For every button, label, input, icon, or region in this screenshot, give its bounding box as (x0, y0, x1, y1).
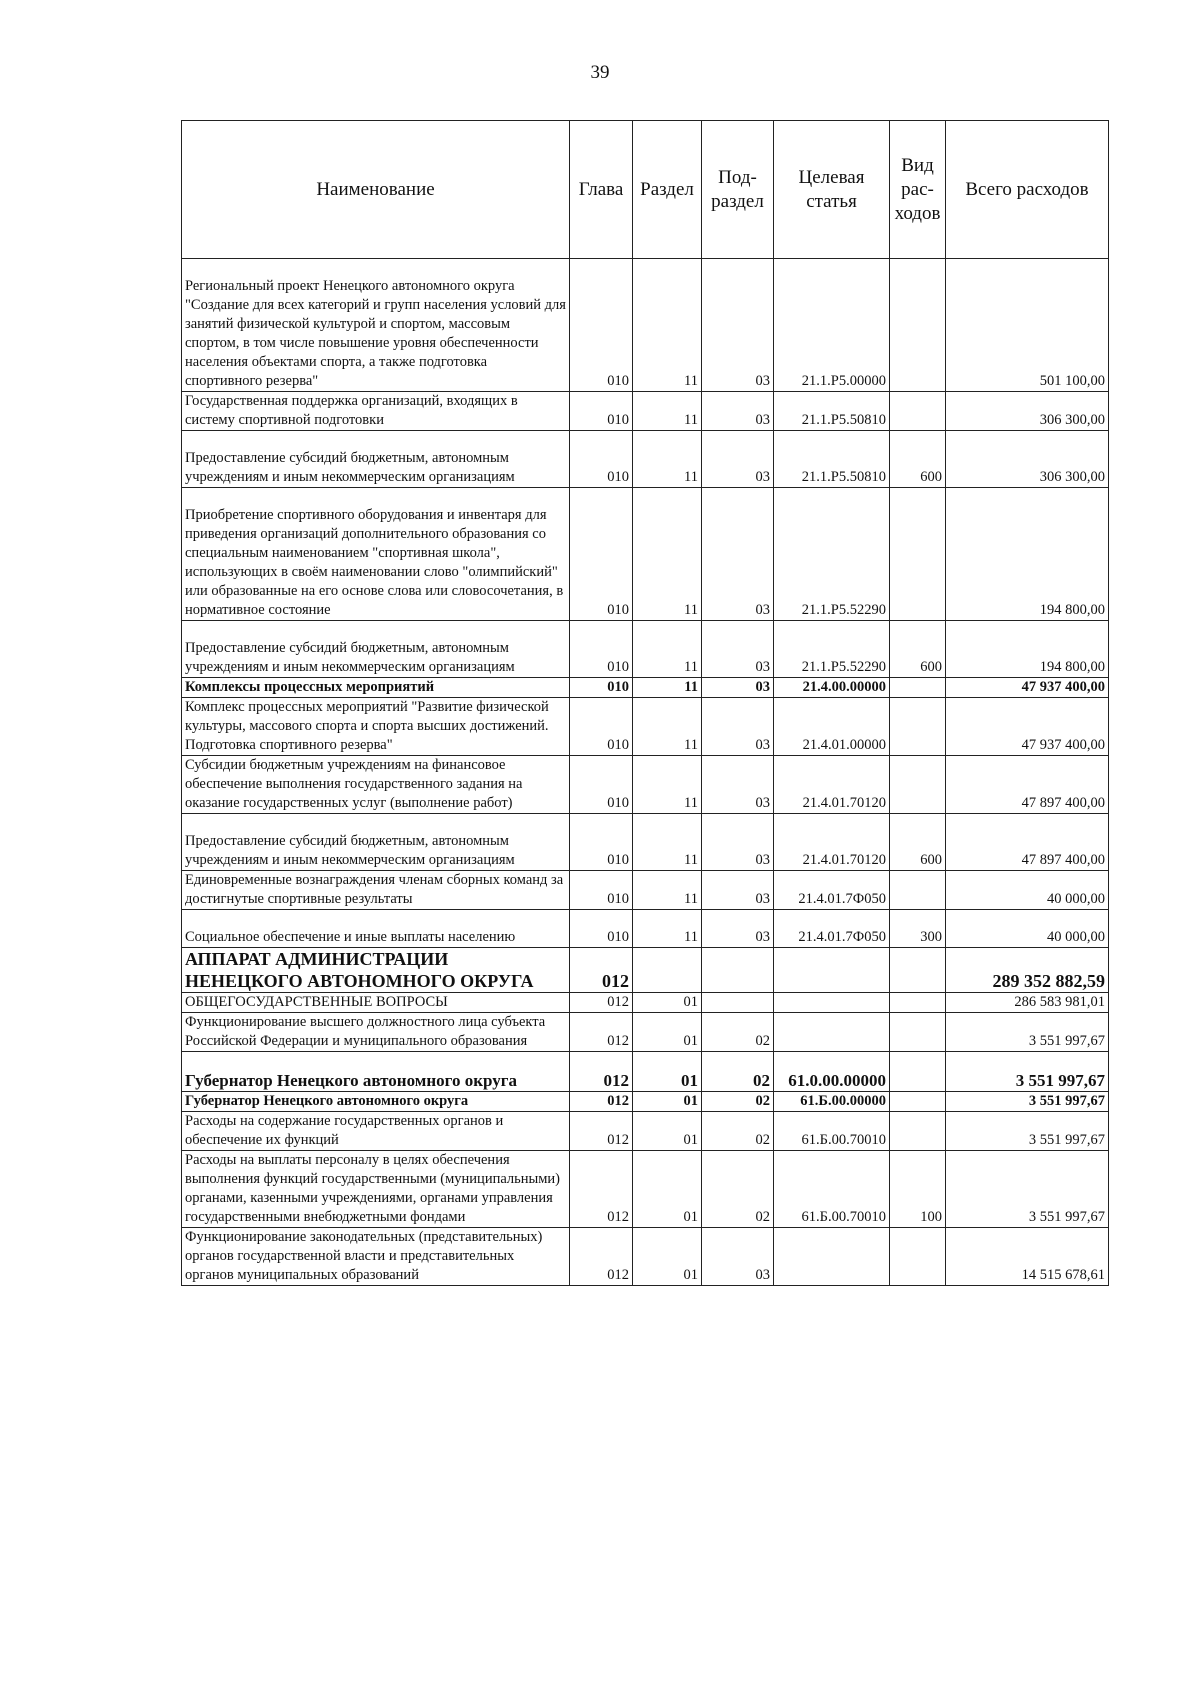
row-podrazdel (702, 993, 774, 1013)
row-tselevaya-statya: 21.4.01.00000 (774, 698, 890, 756)
row-vid-raskhodov (890, 756, 946, 814)
row-glava: 012 (570, 948, 633, 993)
row-vid-raskhodov: 600 (890, 814, 946, 871)
row-total: 3 551 997,67 (946, 1052, 1109, 1092)
row-razdel: 11 (633, 678, 702, 698)
row-razdel: 01 (633, 1013, 702, 1052)
row-glava: 010 (570, 756, 633, 814)
row-total: 306 300,00 (946, 392, 1109, 431)
row-glava: 012 (570, 1228, 633, 1286)
row-razdel: 01 (633, 1052, 702, 1092)
table-row (182, 1151, 1109, 1228)
row-razdel: 01 (633, 1112, 702, 1151)
header-vid-raskhodov: Вид рас- ходов (890, 121, 946, 259)
row-total: 306 300,00 (946, 431, 1109, 488)
row-podrazdel: 03 (702, 431, 774, 488)
row-tselevaya-statya: 21.1.P5.50810 (774, 392, 890, 431)
row-vid-raskhodov (890, 1013, 946, 1052)
row-vid-raskhodov (890, 678, 946, 698)
row-tselevaya-statya: 61.Б.00.70010 (774, 1112, 890, 1151)
row-tselevaya-statya: 21.1.P5.52290 (774, 621, 890, 678)
row-podrazdel (702, 948, 774, 993)
row-vid-raskhodov (890, 871, 946, 910)
row-tselevaya-statya: 21.1.P5.52290 (774, 488, 890, 621)
row-total: 14 515 678,61 (946, 1228, 1109, 1286)
row-tselevaya-statya: 21.4.01.7Ф050 (774, 871, 890, 910)
row-vid-raskhodov: 100 (890, 1151, 946, 1228)
table-row (182, 910, 1109, 948)
table-row (182, 1092, 1109, 1112)
row-podrazdel: 03 (702, 488, 774, 621)
row-total: 40 000,00 (946, 871, 1109, 910)
table-row (182, 392, 1109, 431)
row-vid-raskhodov (890, 1092, 946, 1112)
row-total: 286 583 981,01 (946, 993, 1109, 1013)
row-tselevaya-statya: 21.1.P5.00000 (774, 259, 890, 392)
row-tselevaya-statya: 61.Б.00.70010 (774, 1151, 890, 1228)
row-podrazdel: 03 (702, 814, 774, 871)
table-body (182, 259, 1109, 1286)
row-razdel: 11 (633, 259, 702, 392)
table-row (182, 814, 1109, 871)
row-tselevaya-statya: 21.4.01.70120 (774, 814, 890, 871)
table-header (182, 121, 1109, 259)
row-podrazdel: 03 (702, 259, 774, 392)
row-razdel: 11 (633, 871, 702, 910)
row-razdel: 11 (633, 621, 702, 678)
row-name: Приобретение спортивного оборудования и инвентаря для приведения организаций дополнительного образования со специальным наименованием "спортивная школа", использующих в своём наименовании слово "олимпийский" или образованные на его основе слова или словосочетания, в нормативное состояние (182, 488, 570, 621)
row-tselevaya-statya: 21.4.00.00000 (774, 678, 890, 698)
row-razdel: 11 (633, 488, 702, 621)
table-row (182, 871, 1109, 910)
row-glava: 010 (570, 871, 633, 910)
row-name: Губернатор Ненецкого автономного округа (182, 1052, 570, 1092)
row-total: 501 100,00 (946, 259, 1109, 392)
row-total: 47 897 400,00 (946, 756, 1109, 814)
row-podrazdel: 03 (702, 871, 774, 910)
row-glava: 010 (570, 431, 633, 488)
header-tselevaya-statya: Целевая статья (774, 121, 890, 259)
budget-table (181, 120, 1109, 1286)
row-razdel (633, 948, 702, 993)
row-razdel: 01 (633, 1092, 702, 1112)
row-podrazdel: 02 (702, 1112, 774, 1151)
row-razdel: 01 (633, 1228, 702, 1286)
row-razdel: 01 (633, 1151, 702, 1228)
row-glava: 010 (570, 259, 633, 392)
row-tselevaya-statya (774, 993, 890, 1013)
row-total: 3 551 997,67 (946, 1151, 1109, 1228)
row-razdel: 01 (633, 993, 702, 1013)
row-total: 289 352 882,59 (946, 948, 1109, 993)
row-total: 3 551 997,67 (946, 1013, 1109, 1052)
row-razdel: 11 (633, 910, 702, 948)
header-razdel: Раздел (633, 121, 702, 259)
row-name: ОБЩЕГОСУДАРСТВЕННЫЕ ВОПРОСЫ (182, 993, 570, 1013)
table-row (182, 993, 1109, 1013)
row-glava: 012 (570, 1151, 633, 1228)
row-glava: 010 (570, 814, 633, 871)
row-glava: 012 (570, 1092, 633, 1112)
row-glava: 012 (570, 1013, 633, 1052)
row-vid-raskhodov (890, 259, 946, 392)
row-vid-raskhodov (890, 948, 946, 993)
row-name: Предоставление субсидий бюджетным, автономным учреждениям и иным некоммерческим организациям (182, 621, 570, 678)
table-row (182, 621, 1109, 678)
row-name: Функционирование высшего должностного лица субъекта Российской Федерации и муниципального образования (182, 1013, 570, 1052)
row-glava: 012 (570, 1052, 633, 1092)
row-tselevaya-statya (774, 1228, 890, 1286)
row-razdel: 11 (633, 814, 702, 871)
row-name: Предоставление субсидий бюджетным, автономным учреждениям и иным некоммерческим организациям (182, 814, 570, 871)
row-podrazdel: 02 (702, 1151, 774, 1228)
row-tselevaya-statya: 21.1.P5.50810 (774, 431, 890, 488)
row-glava: 012 (570, 993, 633, 1013)
header-podrazdel: Под- раздел (702, 121, 774, 259)
row-glava: 010 (570, 621, 633, 678)
row-total: 194 800,00 (946, 488, 1109, 621)
row-tselevaya-statya (774, 948, 890, 993)
row-podrazdel: 03 (702, 1228, 774, 1286)
row-vid-raskhodov: 600 (890, 621, 946, 678)
row-podrazdel: 03 (702, 698, 774, 756)
row-name: Губернатор Ненецкого автономного округа (182, 1092, 570, 1112)
table-row (182, 678, 1109, 698)
row-podrazdel: 03 (702, 756, 774, 814)
row-total: 194 800,00 (946, 621, 1109, 678)
header-total: Всего расходов (946, 121, 1109, 259)
row-total: 40 000,00 (946, 910, 1109, 948)
row-glava: 010 (570, 488, 633, 621)
row-tselevaya-statya: 61.Б.00.00000 (774, 1092, 890, 1112)
row-glava: 012 (570, 1112, 633, 1151)
row-tselevaya-statya: 61.0.00.00000 (774, 1052, 890, 1092)
row-razdel: 11 (633, 756, 702, 814)
table-row (182, 1013, 1109, 1052)
row-tselevaya-statya: 21.4.01.7Ф050 (774, 910, 890, 948)
row-glava: 010 (570, 392, 633, 431)
row-podrazdel: 02 (702, 1092, 774, 1112)
header-glava: Глава (570, 121, 633, 259)
row-name: Региональный проект Ненецкого автономного округа "Создание для всех категорий и групп населения условий для занятий физической культурой и спортом, массовым спортом, в том числе повышение уровня обеспеченности населения объектами спорта, а также подготовка спортивного резерва" (182, 259, 570, 392)
row-glava: 010 (570, 698, 633, 756)
row-total: 47 897 400,00 (946, 814, 1109, 871)
table-row (182, 698, 1109, 756)
row-podrazdel: 02 (702, 1013, 774, 1052)
header-name: Наименование (182, 121, 570, 259)
row-total: 3 551 997,67 (946, 1092, 1109, 1112)
row-vid-raskhodov (890, 488, 946, 621)
row-name: Функционирование законодательных (представительных) органов государственной власти и представительных органов муниципальных образований (182, 1228, 570, 1286)
row-name: Комплекс процессных мероприятий "Развитие физической культуры, массового спорта и спорта высших достижений. Подготовка спортивного резерва" (182, 698, 570, 756)
row-total: 3 551 997,67 (946, 1112, 1109, 1151)
row-glava: 010 (570, 678, 633, 698)
row-vid-raskhodov: 600 (890, 431, 946, 488)
row-total: 47 937 400,00 (946, 698, 1109, 756)
page-number: 39 (590, 62, 610, 83)
table-row (182, 1052, 1109, 1092)
table-row (182, 948, 1109, 993)
row-name: Предоставление субсидий бюджетным, автономным учреждениям и иным некоммерческим организациям (182, 431, 570, 488)
row-vid-raskhodov (890, 1112, 946, 1151)
row-tselevaya-statya (774, 1013, 890, 1052)
row-razdel: 11 (633, 431, 702, 488)
row-vid-raskhodov (890, 698, 946, 756)
row-podrazdel: 03 (702, 910, 774, 948)
row-name: Единовременные вознаграждения членам сборных команд за достигнутые спортивные результаты (182, 871, 570, 910)
row-total: 47 937 400,00 (946, 678, 1109, 698)
row-podrazdel: 03 (702, 678, 774, 698)
table-row (182, 488, 1109, 621)
row-vid-raskhodov: 300 (890, 910, 946, 948)
row-podrazdel: 02 (702, 1052, 774, 1092)
row-vid-raskhodov (890, 1228, 946, 1286)
row-vid-raskhodov (890, 1052, 946, 1092)
table-row (182, 431, 1109, 488)
row-podrazdel: 03 (702, 621, 774, 678)
row-name: Государственная поддержка организаций, входящих в систему спортивной подготовки (182, 392, 570, 431)
row-tselevaya-statya: 21.4.01.70120 (774, 756, 890, 814)
row-vid-raskhodov (890, 392, 946, 431)
table-row (182, 756, 1109, 814)
row-razdel: 11 (633, 698, 702, 756)
table-row (182, 1228, 1109, 1286)
row-vid-raskhodov (890, 993, 946, 1013)
table-row (182, 1112, 1109, 1151)
row-name: Субсидии бюджетным учреждениям на финансовое обеспечение выполнения государственного задания на оказание государственных услуг (выполнение работ) (182, 756, 570, 814)
row-name: Расходы на выплаты персоналу в целях обеспечения выполнения функций государственными (муниципальными) органами, казенными учреждениями, органами управления государственными внебюджетными фондами (182, 1151, 570, 1228)
row-glava: 010 (570, 910, 633, 948)
row-name: Социальное обеспечение и иные выплаты населению (182, 910, 570, 948)
row-razdel: 11 (633, 392, 702, 431)
row-name: Расходы на содержание государственных органов и обеспечение их функций (182, 1112, 570, 1151)
row-name: АППАРАТ АДМИНИСТРАЦИИ НЕНЕЦКОГО АВТОНОМНОГО ОКРУГА (182, 948, 570, 993)
row-name: Комплексы процессных мероприятий (182, 678, 570, 698)
table-row (182, 259, 1109, 392)
row-podrazdel: 03 (702, 392, 774, 431)
